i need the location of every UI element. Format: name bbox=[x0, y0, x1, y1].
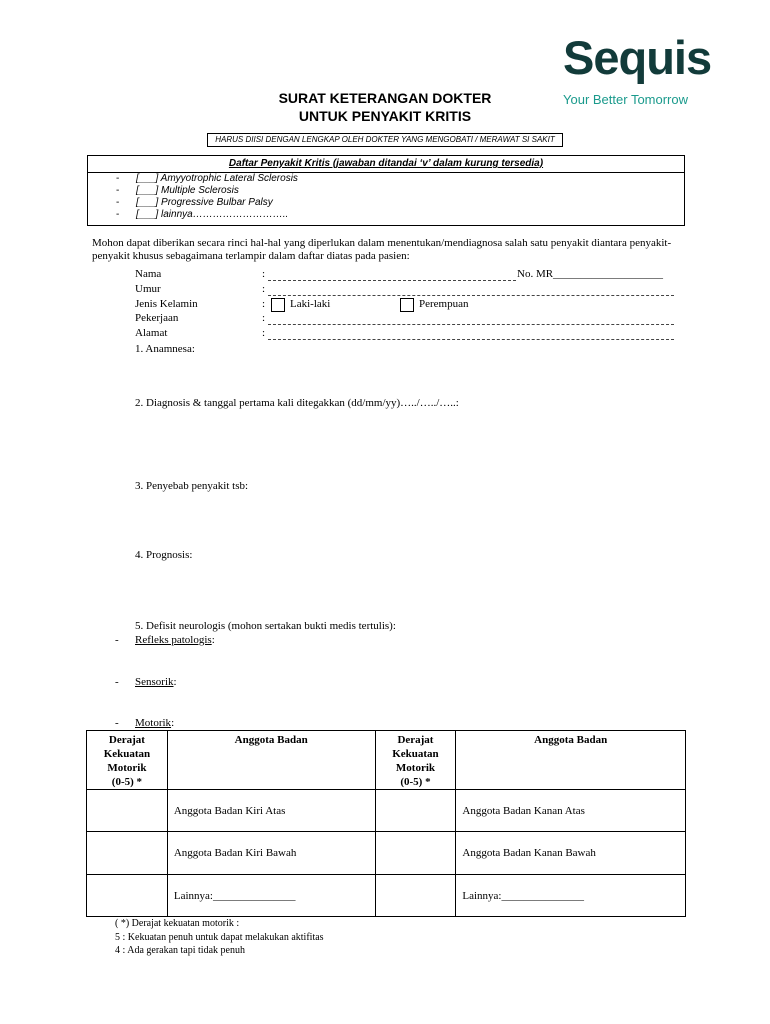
logo-tagline: Your Better Tomorrow bbox=[563, 92, 689, 107]
bullet: - bbox=[116, 209, 120, 220]
female-checkbox[interactable] bbox=[400, 298, 414, 312]
jenis-kelamin-label: Jenis Kelamin bbox=[135, 298, 198, 310]
question-defisit: 5. Defisit neurologis (mohon sertakan bukti medis tertulis): bbox=[135, 620, 396, 632]
derajat-input-lainnya-kiri[interactable] bbox=[87, 875, 168, 917]
colon: : bbox=[262, 298, 266, 310]
dash: - bbox=[115, 634, 119, 646]
disease-item-pbp[interactable]: [___] Progressive Bulbar Palsy bbox=[136, 197, 273, 208]
lainnya-kanan-field[interactable]: Lainnya:_______________ bbox=[456, 875, 686, 917]
derajat-header-left bbox=[87, 731, 168, 790]
anggota-kanan-atas: Anggota Badan Kanan Atas bbox=[456, 790, 686, 832]
derajat-input-kiri-bawah[interactable] bbox=[87, 832, 168, 875]
table-row bbox=[87, 832, 686, 875]
disease-list-body bbox=[87, 172, 685, 226]
colon: : bbox=[262, 283, 266, 295]
disease-list-header: Daftar Penyakit Kritis (jawaban ditandai ‘v’ dalam kurung tersedia) bbox=[87, 155, 685, 173]
derajat-header-line: Kekuatan bbox=[103, 748, 151, 760]
question-penyebab[interactable]: 3. Penyebab penyakit tsb: bbox=[135, 480, 249, 492]
colon: : bbox=[262, 327, 266, 339]
sensorik-label: Sensorik bbox=[135, 676, 174, 688]
alamat-field[interactable] bbox=[268, 339, 674, 340]
table-row bbox=[87, 790, 686, 832]
disease-item-other[interactable]: [___] lainnya……………………….. bbox=[136, 209, 289, 220]
umur-label: Umur bbox=[135, 283, 161, 295]
nama-field[interactable] bbox=[268, 280, 516, 281]
refleks-patologis-item[interactable] bbox=[135, 634, 215, 646]
form-title-line1: SURAT KETERANGAN DOKTER bbox=[278, 90, 492, 106]
disease-item-als[interactable]: [___] Amyyotrophic Lateral Sclerosis bbox=[136, 173, 298, 184]
motor-strength-table bbox=[86, 730, 686, 917]
umur-field[interactable] bbox=[268, 295, 674, 296]
derajat-header-line: Motorik bbox=[107, 762, 147, 774]
pekerjaan-field[interactable] bbox=[268, 324, 674, 325]
question-diagnosis[interactable]: 2. Diagnosis & tanggal pertama kali ditegakkan (dd/mm/yy)…../…../…..: bbox=[135, 397, 459, 409]
derajat-header-line: (0-5) * bbox=[111, 776, 143, 788]
form-title-line2: UNTUK PENYAKIT KRITIS bbox=[298, 108, 472, 124]
anggota-header-right: Anggota Badan bbox=[456, 731, 686, 790]
derajat-input-kanan-bawah[interactable] bbox=[375, 832, 456, 875]
motorik-item bbox=[135, 717, 174, 729]
anggota-kanan-bawah: Anggota Badan Kanan Bawah bbox=[456, 832, 686, 875]
male-checkbox[interactable] bbox=[271, 298, 285, 312]
alamat-label: Alamat bbox=[135, 327, 168, 339]
derajat-header-line: (0-5) * bbox=[400, 776, 431, 788]
derajat-header-line: Kekuatan bbox=[392, 748, 439, 760]
dash: - bbox=[115, 717, 119, 729]
derajat-input-kanan-atas[interactable] bbox=[375, 790, 456, 832]
refleks-label: Refleks patologis bbox=[135, 634, 212, 646]
anggota-kiri-bawah: Anggota Badan Kiri Bawah bbox=[167, 832, 375, 875]
footnote-line: 5 : Kekuatan penuh untuk dapat melakukan aktifitas bbox=[115, 932, 324, 943]
instruction-banner: HARUS DIISI DENGAN LENGKAP OLEH DOKTER YANG MENGOBATI / MERAWAT SI SAKIT bbox=[207, 133, 563, 147]
colon: : bbox=[262, 312, 266, 324]
colon: : bbox=[211, 634, 215, 646]
motorik-label: Motorik bbox=[135, 717, 172, 729]
derajat-header-line: Derajat bbox=[397, 734, 434, 746]
colon: : bbox=[171, 717, 175, 729]
table-header-row bbox=[87, 731, 686, 790]
bullet: - bbox=[116, 185, 120, 196]
female-option-label: Perempuan bbox=[419, 298, 469, 310]
colon: : bbox=[262, 268, 266, 280]
derajat-input-lainnya-kanan[interactable] bbox=[375, 875, 456, 917]
dash: - bbox=[115, 676, 119, 688]
lainnya-kiri-field[interactable]: Lainnya:_______________ bbox=[167, 875, 375, 917]
derajat-header-line: Derajat bbox=[108, 734, 145, 746]
nama-label: Nama bbox=[135, 268, 162, 280]
anggota-header-left: Anggota Badan bbox=[167, 731, 375, 790]
question-prognosis[interactable]: 4. Prognosis: bbox=[135, 549, 193, 561]
sensorik-item[interactable] bbox=[135, 676, 177, 688]
derajat-header-line: Motorik bbox=[395, 762, 436, 774]
derajat-header-right bbox=[375, 731, 456, 790]
question-anamnesa[interactable]: 1. Anamnesa: bbox=[135, 343, 195, 355]
disease-item-ms[interactable]: [___] Multiple Sclerosis bbox=[136, 185, 239, 196]
sequis-logo: Sequis bbox=[563, 31, 712, 84]
footnote-line: 4 : Ada gerakan tapi tidak penuh bbox=[115, 945, 245, 956]
anggota-kiri-atas: Anggota Badan Kiri Atas bbox=[167, 790, 375, 832]
mr-label[interactable]: No. MR____________________ bbox=[517, 268, 664, 280]
bullet: - bbox=[116, 197, 120, 208]
bullet: - bbox=[116, 173, 120, 184]
disease-list-box bbox=[87, 155, 685, 227]
derajat-input-kiri-atas[interactable] bbox=[87, 790, 168, 832]
intro-text: Mohon dapat diberikan secara rinci hal-hal yang diperlukan dalam menentukan/mendiagnosa salah satu penyakit diantara penyakit-penyakit khusus sebagaimana terlampir dalam daftar diatas pada pasien: bbox=[92, 237, 672, 262]
footnote-title: ( *) Derajat kekuatan motorik : bbox=[115, 918, 240, 929]
pekerjaan-label: Pekerjaan bbox=[135, 312, 179, 324]
male-option-label: Laki-laki bbox=[290, 298, 331, 310]
table-row bbox=[87, 875, 686, 917]
colon: : bbox=[173, 676, 177, 688]
